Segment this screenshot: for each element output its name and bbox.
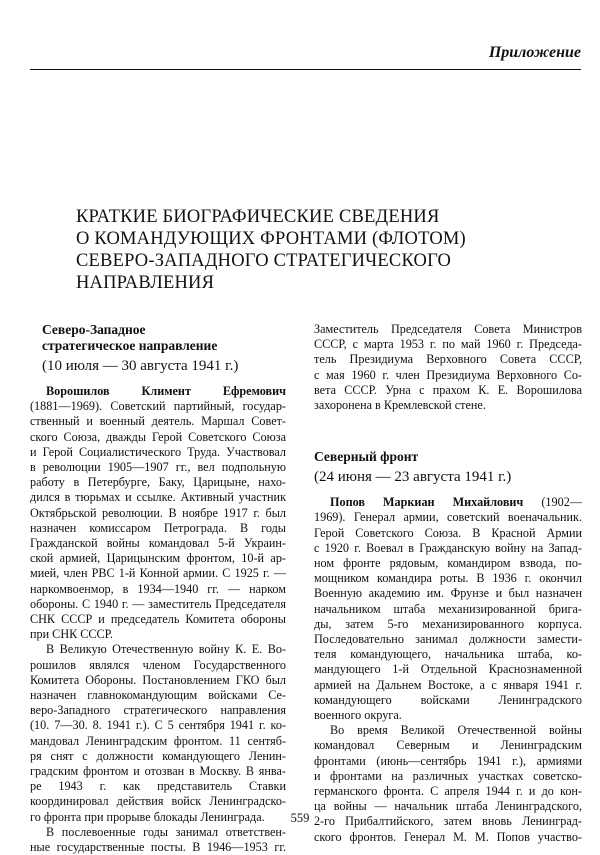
title-line: КРАТКИЕ БИОГРАФИЧЕСКИЕ СВЕДЕНИЯ bbox=[76, 207, 440, 227]
bio-line: ственный и военный деятель. Маршал Совет- bbox=[30, 414, 286, 429]
bio-line: СНК СССР и председатель Комитета обороны bbox=[30, 612, 286, 627]
bio-line: дился в тюрьмах и ссылке. Активный участник bbox=[30, 490, 286, 505]
bio-line: (10. 7—30. 8. 1941 г.). С 5 сентября 1941 г. ко- bbox=[30, 718, 286, 733]
bio-line: с мая 1960 г. член Президиума Верховного Со- bbox=[314, 367, 582, 382]
bio-line: в революции 1905—1907 гг., вел подпольную bbox=[30, 460, 286, 475]
bio-line: ского фронтов. Генерал М. М. Попов участво- bbox=[314, 829, 582, 844]
bio-line: ды, затем 5-го механизированного корпуса. bbox=[314, 616, 582, 631]
bio-line: Комитета Обороны. Постановлением ГКО был bbox=[30, 672, 286, 687]
bio-paragraph bbox=[30, 642, 286, 824]
bio-line: ского Союза, дважды Герой Советского Союза bbox=[30, 429, 286, 444]
section-heading-northern-front: Северный фронт bbox=[314, 449, 419, 465]
section-heading-northwest bbox=[30, 322, 286, 354]
bio-line: Октябрьской революции. В ноябре 1917 г. был bbox=[30, 505, 286, 520]
bio-line: обороны. С 1940 г. — заместитель Председателя bbox=[30, 596, 286, 611]
left-column bbox=[30, 322, 286, 855]
bio-line: работу в Петербурге, Баку, Царицыне, нахо- bbox=[30, 475, 286, 490]
bio-line: назначен главнокомандующим войсками Се- bbox=[30, 688, 286, 703]
title-line: О КОМАНДУЮЩИХ ФРОНТАМИ (ФЛОТОМ) bbox=[76, 229, 466, 249]
bio-line: захоронена в Кремлевской стене. bbox=[314, 398, 486, 413]
bio-line bbox=[314, 495, 582, 510]
page-title bbox=[76, 206, 466, 294]
bio-line: вета СССР. Урна с прахом К. Е. Ворошилова bbox=[314, 382, 582, 397]
title-line: НАПРАВЛЕНИЯ bbox=[76, 273, 215, 293]
bio-paragraph bbox=[314, 723, 582, 845]
bio-line: военного округа. bbox=[314, 708, 402, 723]
bio-line: (1881—1969). Советский партийный, государ- bbox=[30, 399, 286, 414]
page-number: 559 bbox=[290, 811, 310, 825]
bio-line: и фронтами на различных участках советско- bbox=[314, 768, 582, 783]
bio-line: тель Президиума Верховного Совета СССР, bbox=[314, 352, 582, 367]
right-column bbox=[314, 322, 582, 845]
spacer bbox=[314, 413, 582, 449]
bio-line: 2-го Прибалтийского, затем вновь Ленинград- bbox=[314, 814, 582, 829]
bio-line: СССР, с марта 1953 г. по май 1960 г. Председа- bbox=[314, 337, 582, 352]
person-name bbox=[30, 384, 286, 399]
bio-line: Военную академию им. Фрунзе и был назначен bbox=[314, 586, 582, 601]
bio-line: наркомвоенмор, в 1934—1940 гг. — нарком bbox=[30, 581, 286, 596]
section-heading-line: Северо-Западное bbox=[42, 322, 146, 337]
appendix-label: Приложение bbox=[488, 44, 581, 61]
bio-line: теля командующего, начальника штаба, ко- bbox=[314, 647, 582, 662]
bio-text: (1902— bbox=[523, 495, 582, 510]
bio-line: германского фронта. С апреля 1944 г. и до кон- bbox=[314, 784, 582, 799]
section-dates: (24 июня — 23 августа 1941 г.) bbox=[314, 469, 512, 486]
bio-line: координировал действия войск Ленинградско- bbox=[30, 794, 286, 809]
bio-paragraph bbox=[314, 322, 582, 413]
bio-line: и Герой Социалистического Труда. Участвовал bbox=[30, 444, 286, 459]
bio-line: мией, член РВС 1-й Конной армии. С 1925 г. — bbox=[30, 566, 286, 581]
bio-line: с 1920 г. Воевал в Гражданскую войну на Запад- bbox=[314, 540, 582, 555]
bio-line: ре 1943 г. как представитель Ставки bbox=[30, 779, 286, 794]
bio-paragraph bbox=[30, 399, 286, 642]
bio-line: фронтами (июнь—сентябрь 1941 г.), армиями bbox=[314, 753, 582, 768]
bio-line: командующего войсками Ленинградского bbox=[314, 692, 582, 707]
bio-line: го фронта при прорыве блокады Ленинграда. bbox=[30, 809, 265, 824]
title-line: СЕВЕРО-ЗАПАДНОГО СТРАТЕГИЧЕСКОГО bbox=[76, 251, 452, 271]
person-name-popov: Попов Маркиан Михайлович bbox=[330, 495, 524, 510]
bio-line: Герой Советского Союза. В Красной Армии bbox=[314, 525, 582, 540]
bio-line: ном фронте рядовым, командиром взвода, по- bbox=[314, 556, 582, 571]
bio-line: веро-Западного стратегического направления bbox=[30, 703, 286, 718]
bio-paragraph bbox=[30, 825, 286, 855]
bio-line: мандовал Ленинградским фронтом. 11 сентяб- bbox=[30, 733, 286, 748]
bio-line: мощником командира роты. В 1936 г. окончил bbox=[314, 571, 582, 586]
section-heading-line: стратегическое направление bbox=[42, 338, 218, 353]
bio-paragraph bbox=[314, 510, 582, 723]
bio-line: при СНК СССР. bbox=[30, 627, 113, 642]
bio-line: ской армией, Царицынским фронтом, 10-й ар- bbox=[30, 551, 286, 566]
bio-line: Последовательно занимал должности замести- bbox=[314, 632, 582, 647]
section-dates: (10 июля — 30 августа 1941 г.) bbox=[42, 358, 239, 374]
bio-line: мандующего 1-й Отдельной Краснознаменной bbox=[314, 662, 582, 677]
bio-line: начальником штаба механизированной брига- bbox=[314, 601, 582, 616]
bio-line: ря снят с должности командующего Ленин- bbox=[30, 748, 286, 763]
bio-line: ные государственные посты. В 1946—1953 гг. bbox=[30, 840, 286, 855]
bio-line: рошилов являлся членом Государственного bbox=[30, 657, 286, 672]
bio-line: ца войны — начальник штаба Ленинградского, bbox=[314, 799, 582, 814]
bio-line: Гражданской войны командовал 5-й Украин- bbox=[30, 536, 286, 551]
header-rule bbox=[30, 69, 581, 70]
bio-line: Во время Великой Отечественной войны bbox=[330, 723, 582, 738]
bio-line: 1969). Генерал армии, советский военачальник. bbox=[314, 510, 582, 525]
bio-line: градским фронтом и отозван в Москву. В янва- bbox=[30, 764, 286, 779]
bio-line: командовал Северным и Ленинградским bbox=[314, 738, 582, 753]
bio-line: Заместитель Председателя Совета Министров bbox=[314, 322, 582, 336]
bio-line: В Великую Отечественную войну К. Е. Во- bbox=[46, 642, 286, 657]
bio-line: назначен комиссаром Петрограда. В годы bbox=[30, 520, 286, 535]
bio-line: В послевоенные годы занимал ответствен- bbox=[46, 824, 286, 839]
bio-line: армией на Дальнем Востоке, а с января 1941 г. bbox=[314, 677, 582, 692]
person-name-voroshilov: Ворошилов Климент Ефремович bbox=[46, 384, 286, 398]
